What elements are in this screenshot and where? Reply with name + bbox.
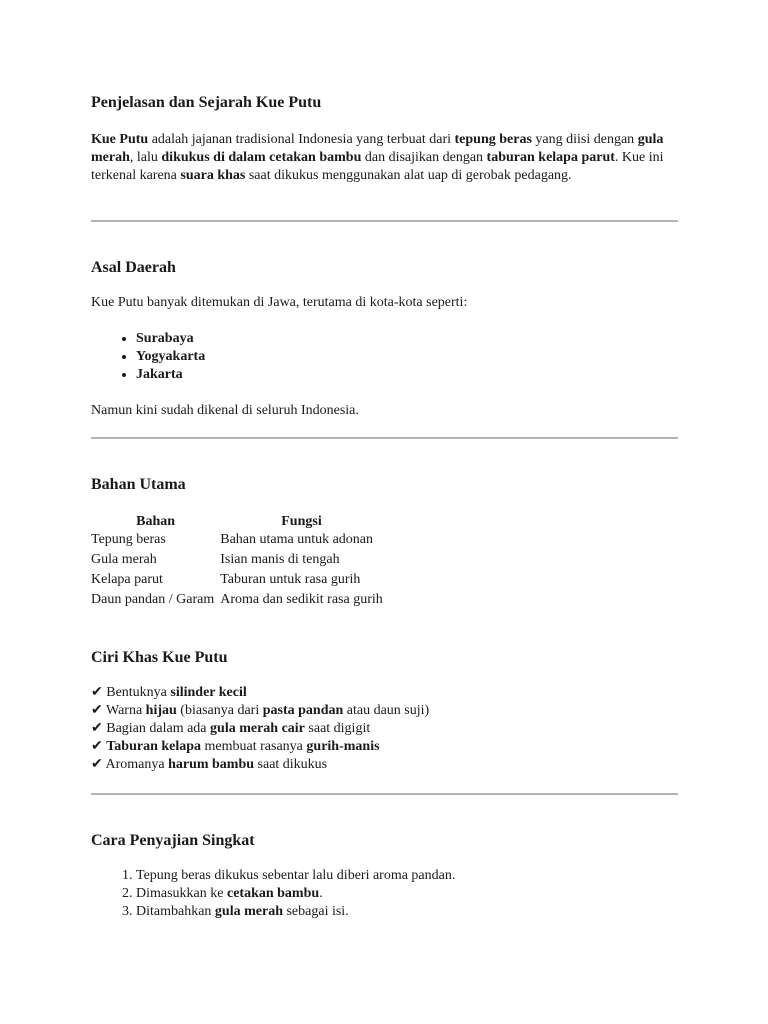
ciri-list [91, 684, 429, 774]
text-run: yang diisi dengan [531, 132, 638, 147]
asal-intro: Kue Putu banyak ditemukan di Jawa, terutama di kota-kota seperti: [91, 295, 468, 310]
bold-text: tepung beras [454, 132, 532, 147]
list-item: • Jakarta [136, 366, 205, 384]
text-run: atau daun suji) [343, 703, 430, 718]
check-item [91, 720, 429, 738]
list-item: • Yogyakarta [136, 348, 205, 366]
divider [91, 437, 678, 439]
text-run: sebagai isi. [282, 904, 349, 919]
table-cell: Gula merah [91, 552, 157, 567]
check-icon: ✔ [91, 739, 103, 754]
text-run: Warna [102, 703, 146, 718]
check-item [91, 684, 429, 702]
table-header: Fungsi [281, 514, 322, 529]
section-title-penyajian: Cara Penyajian Singkat [91, 832, 255, 849]
list-item [136, 903, 455, 921]
list-item [136, 867, 455, 885]
bold-text: cetakan bambu [226, 886, 320, 901]
asal-outro: Namun kini sudah dikenal di seluruh Indonesia. [91, 403, 359, 418]
table-cell: Aroma dan sedikit rasa gurih [220, 592, 383, 607]
text-run: dan disajikan dengan [361, 150, 487, 165]
bold-text: gula merah cair [210, 721, 305, 736]
list-item: • Surabaya [136, 330, 205, 348]
text-run: (biasanya dari [176, 703, 263, 718]
text-run: saat dikukus [254, 757, 328, 772]
divider [91, 220, 678, 222]
intro-paragraph [91, 131, 678, 185]
text-run: saat dikukus menggunakan alat uap di gerobak pedagang. [245, 168, 572, 183]
text-run: Aromanya [102, 757, 169, 772]
check-icon: ✔ [91, 703, 103, 718]
check-icon: ✔ [91, 721, 103, 736]
bold-text: dikukus di dalam cetakan bambu [161, 150, 362, 165]
text-run: Ditambahkan [136, 904, 215, 919]
list-item [136, 885, 455, 903]
table-header-row [91, 512, 383, 532]
text-run: Dimasukkan ke [136, 886, 227, 901]
bold-text: gula merah [214, 904, 283, 919]
table-row [91, 592, 383, 612]
check-icon: ✔ [91, 685, 103, 700]
check-icon: ✔ [91, 757, 103, 772]
table-row [91, 572, 383, 592]
text-run: membuat rasanya [201, 739, 307, 754]
bold-text: silinder kecil [170, 685, 247, 700]
table-row [91, 552, 383, 572]
table-cell: Taburan untuk rasa gurih [220, 572, 361, 587]
steps-list [91, 867, 455, 921]
table-header: Bahan [136, 514, 176, 529]
text-run: . [319, 886, 323, 901]
bold-text: pasta pandan [262, 703, 344, 718]
bold-text: gurih-manis [306, 739, 380, 754]
check-item [91, 702, 429, 720]
text-run: adalah jajanan tradisional Indonesia yang terbuat dari [148, 132, 455, 147]
section-title-asal: Asal Daerah [91, 259, 176, 276]
bahan-table [91, 512, 383, 612]
text-run: . Kue ini terkenal karena [91, 150, 664, 183]
text-run: Bentuknya [102, 685, 171, 700]
table-cell: Bahan utama untuk adonan [220, 532, 374, 547]
bold-text: Kue Putu [91, 132, 149, 147]
table-cell: Daun pandan / Garam [91, 592, 215, 607]
text-run: , lalu [129, 150, 162, 165]
text-run: Tepung beras dikukus sebentar lalu diberi aroma pandan. [136, 868, 456, 883]
text-run: Bagian dalam ada [102, 721, 211, 736]
bold-text: harum bambu [168, 757, 255, 772]
text-run: saat digigit [304, 721, 371, 736]
section-title-ciri: Ciri Khas Kue Putu [91, 649, 228, 666]
section-title-penjelasan: Penjelasan dan Sejarah Kue Putu [91, 94, 322, 111]
bold-text: hijau [145, 703, 177, 718]
check-item [91, 756, 429, 774]
bold-text: gula merah [91, 132, 664, 165]
check-item [91, 738, 429, 756]
city-list [91, 330, 205, 384]
bold-text: taburan kelapa parut [486, 150, 615, 165]
table-cell: Isian manis di tengah [220, 552, 340, 567]
bold-text: Taburan kelapa [106, 739, 202, 754]
table-cell: Kelapa parut [91, 572, 163, 587]
bold-text: suara khas [180, 168, 246, 183]
table-cell: Tepung beras [91, 532, 166, 547]
table-row [91, 532, 383, 552]
divider [91, 793, 678, 795]
section-title-bahan: Bahan Utama [91, 476, 186, 493]
